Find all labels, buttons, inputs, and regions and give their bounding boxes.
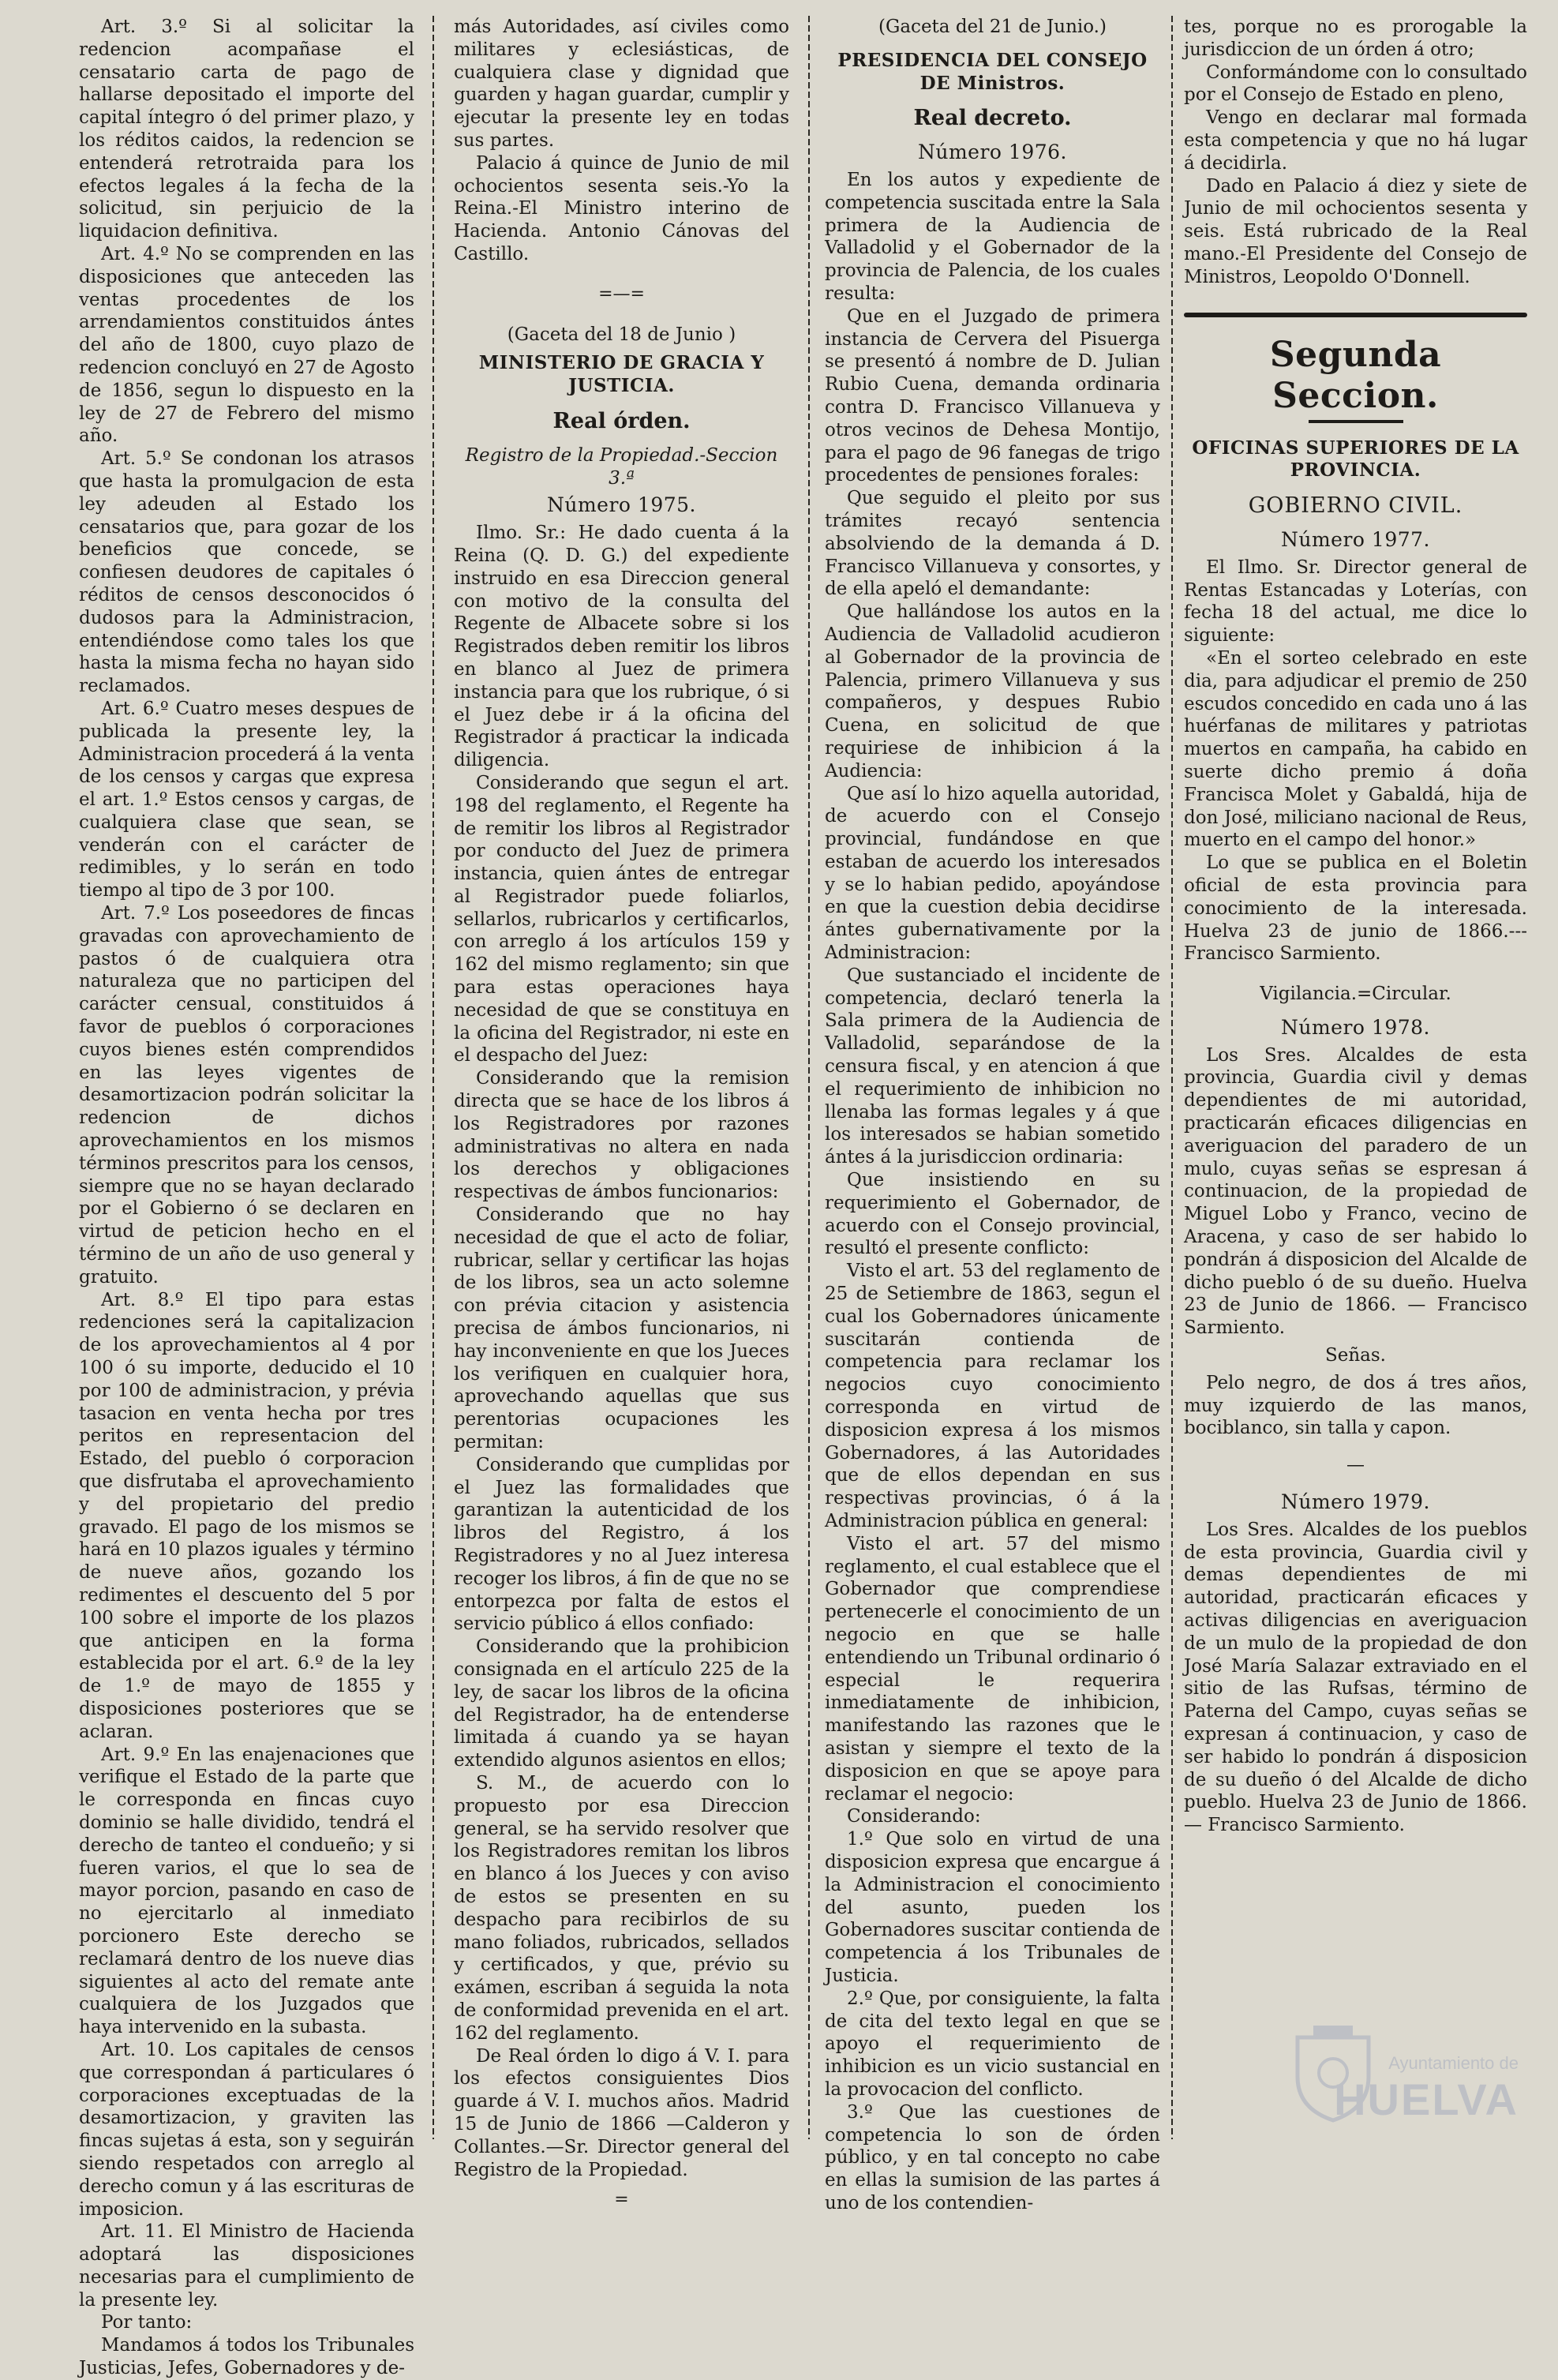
article-3: Art. 3.º Si al solicitar la redencion acompañase el censatario carta de pago de hallarse depositado el importe del capital íntegro ó del primer plazo, y los réditos caidos, la redencion se entenderá retrotraida para los efectos legales á la fecha de la solicitud, sin perjuicio de la liquidacion definitiva. xyxy=(79,17,414,242)
considerando-label: Considerando: xyxy=(847,1806,981,1827)
section-rule xyxy=(1184,313,1527,317)
watermark-line1: Ayuntamiento de xyxy=(1388,2053,1519,2073)
body-paragraph: De Real órden lo digo á V. I. para los efectos consiguientes Dios guarde á V. I. muchos años. Madrid 15 de Junio de 1866 —Calderon y Collantes.—Sr. Director general del Registro de la Propiedad. xyxy=(454,2045,789,2180)
document-number: Número 1975. xyxy=(547,493,696,517)
gaceta-date: (Gaceta del 18 de Junio ) xyxy=(507,324,736,345)
article-6: Art. 6.º Cuatro meses despues de publicada la presente ley, la Administracion procederá á la venta de los censos y cargas que expresa el art. 1.º Estos censos y cargas, de cualquiera clase que sean, se venderán con el carácter de redimibles, y lo serán en todo tiempo al tipo de 3 por 100. xyxy=(79,698,414,901)
column-4 xyxy=(1184,16,1527,2139)
article-7: Art. 7.º Los poseedores de fincas gravadas con aprovechamiento de pastos ó de cualquiera otra naturaleza que no participen del carácter censual, constituidos á favor de pueblos ó corporaciones cuyos bienes estén comprendidos en las leyes vigentes de desamortizacion podrán solicitar la redencion de dichos aprovechamientos en los mismos términos prescritos para los censos, siempre que no se hayan declarado por el Gobierno ó se declaren en virtud de peticion hecho en el término de un año de uso general y gratuito. xyxy=(79,903,414,1287)
body-paragraph: Considerando que la remision directa que se hace de los libros á los Registradores por razones administrativas no altera en nada los derechos y obligaciones respectivas de ámbos funcionarios: xyxy=(454,1068,789,1203)
body-paragraph: Considerando que cumplidas por el Juez las formalidades que garantizan la autenticidad de los libros del Registro, á los Registradores y no al Juez interesa recoger los libros, á fin de que no se entorpezca por falta de estos el servicio público á ellos confiado: xyxy=(454,1454,789,1635)
article-8: Art. 8.º El tipo para estas redenciones será la capitalizacion de los aprovechamientos al 4 por 100 ó su importe, deducido el 10 por 100 de administracion, y prévia tasacion en venta hecha por tres peritos en representacion del Estado, del pueblo ó corporacion que disfrutaba el aprovechamiento y del propietario del predio gravado. El pago de los mismos se hará en 10 plazos iguales y término de nueve años, gozando los redimentes el descuento del 5 por 100 sobre el importe de los plazos que anticipen en la forma establecida por el art. 6.º de la ley de 1.º de mayo de 1855 y disposiciones posteriores que se aclaran. xyxy=(79,1289,414,1742)
huelva-watermark xyxy=(1290,2022,1526,2132)
body-paragraph: Que en el Juzgado de primera instancia de Cervera del Pisuerga se presentó á nombre de D. Julian Rubio Cuena, demanda ordinaria contra D. Francisco Villanueva y otros vecinos de Dehesa Montijo, para el pago de 96 fanegas de trigo procedentes de pensiones forales: xyxy=(825,305,1160,486)
body-paragraph: Que hallándose los autos en la Audiencia de Valladolid acudieron al Gobernador de la provincia de Palencia, primero Villanueva y sus compañeros, y despues Rubio Cuena, en solicitud de que requiriese de inhibicion á la Audiencia: xyxy=(825,602,1160,781)
section-title: Segunda Seccion. xyxy=(1269,334,1442,416)
document-number: Número 1979. xyxy=(1281,1490,1430,1514)
article-11: Art. 11. El Ministro de Hacienda adoptará las disposiciones necesarias para el cumplimiento de la presente ley. xyxy=(79,2221,414,2311)
article-4: Art. 4.º No se comprenden en las disposiciones que anteceden las ventas procedentes de los arrendamientos constituidos ántes del año de 1800, cuyo plazo de redencion concluyó en 27 de Agosto de 1856, segun lo dispuesto en la ley de 27 de Febrero del mismo año. xyxy=(79,243,414,447)
body-paragraph: Considerando que no hay necesidad de que el acto de foliar, rubricar, sellar y certificar las hojas de los libros, sea un acto solemne con prévia citacion y asistencia precisa de ámbos funcionarios, ni hay inconveniente en que los Jueces los verifiquen en cualquier hora, aprovechando aquellas que sus perentorias ocupaciones les permitan: xyxy=(454,1205,789,1453)
body-paragraph: Que sustanciado el incidente de competencia, declaró tenerla la Sala primera de la Audiencia de Valladolid, separándose de la censura fiscal, y en atencion á que el requerimiento de inhibicion no llenaba las formas legales y á que los interesados se habian sometido ántes á la jurisdiccion ordinaria: xyxy=(825,965,1160,1168)
body-paragraph: Que seguido el pleito por sus trámites recayó sentencia absolviendo de la demanda á D. Francisco Villanueva y consortes, y de ella apeló el demandante: xyxy=(825,488,1160,600)
body-paragraph: Visto el art. 57 del mismo reglamento, el cual establece que el Gobernador que comprendiese pertenecerle el conocimiento de un negocio en que se halle entendiendo un Tribunal ordinario ó especial le requerira inmediatamente de inhibicion, manifestando las razones que le asistan y siempre el texto de la disposicion en que se apoye para reclamar el negocio: xyxy=(825,1533,1160,1805)
column-2 xyxy=(454,16,789,2210)
document-number: Número 1978. xyxy=(1281,1015,1430,1039)
body-paragraph: Visto el art. 53 del reglamento de 25 de Setiembre de 1863, segun el cual los Gobernadores únicamente suscitarán contienda de competencia para reclamar los negocios cuyo conocimiento corresponda en virtud de disposicion expresa á los mismos Gobernadores, á las Autoridades que de ellos dependan en sus respectivas provincias, ó á la Administracion pública en general: xyxy=(825,1261,1160,1531)
vigilancia-heading: Vigilancia.=Circular. xyxy=(1260,984,1451,1005)
decree-continuation: tes, porque no es prorogable la jurisdiccion de un órden á otro; xyxy=(1184,17,1527,60)
body-paragraph: En los autos y expediente de competencia suscitada entre la Sala primera de la Audiencia de Valladolid y el Gobernador de la provincia de Palencia, de los cuales resulta: xyxy=(825,169,1160,304)
mandamos-paragraph: Mandamos á todos los Tribunales Justicias, Jefes, Gobernadores y de- xyxy=(79,2335,414,2379)
body-paragraph: Los Sres. Alcaldes de los pueblos de esta provincia, Guardia civil y demas dependientes de mi autoridad, practicarán eficaces y activas diligencias en averiguacion de un mulo de la propiedad de don José María Salazar extraviado en el sitio de las Rufsas, término de Paterna del Campo, cuyas señas se expresan á continuacion, y caso de ser habido lo pondrán á disposicion de su dueño ó del Alcalde de dicho pueblo. Huelva 23 de Junio de 1866. — Francisco Sarmiento. xyxy=(1184,1519,1527,1836)
column-1 xyxy=(79,16,414,2379)
registry-section: Registro de la Propiedad.-Seccion 3.ª xyxy=(465,444,778,489)
body-paragraph: El Ilmo. Sr. Director general de Rentas Estancadas y Loterías, con fecha 18 del actual, me dice lo siguiente: xyxy=(1184,557,1527,647)
body-paragraph: Lo que se publica en el Boletin oficial de esta provincia para conocimiento de la interesada. Huelva 23 de junio de 1866.--- Francisco Sarmiento. xyxy=(1184,853,1527,965)
body-paragraph: 3.º Que las cuestiones de competencia lo son de órden público, y en tal concepto no cabe en ellas la sumision de las partes á uno de los contendien- xyxy=(825,2101,1160,2213)
por-tanto: Por tanto: xyxy=(101,2312,193,2333)
body-paragraph: Conformándome con lo consultado por el Consejo de Estado en pleno, xyxy=(1184,62,1527,106)
gaceta-date: (Gaceta del 21 de Junio.) xyxy=(878,17,1107,37)
body-paragraph: S. M., de acuerdo con lo propuesto por esa Direccion general, se ha servido resolver que los Registradores remitan los libros en blanco á los Jueces y con aviso de estos se presenten en su despacho para recibirlos de su mano foliados, rubricados, sellados y certificados, y que, prévio su exámen, escriban á seguida la nota de conformidad prevenida en el art. 162 del reglamento. xyxy=(454,1772,789,2044)
law-signature: Palacio á quince de Junio de mil ochocientos sesenta seis.-Yo la Reina.-El Ministro interino de Hacienda. Antonio Cánovas del Castillo. xyxy=(454,152,789,264)
body-paragraph: Que así lo hizo aquella autoridad, de acuerdo con el Consejo provincial, fundándose en que estaban de acuerdo los interesados y se lo habian pedido, apoyándose en que la cuestion debia decidirse ántes gubernativamente por la Administracion: xyxy=(825,783,1160,964)
body-paragraph: Que insistiendo en su requerimiento el Gobernador, de acuerdo con el Consejo provincial, resultó el presente conflicto: xyxy=(825,1170,1160,1259)
document-number: Número 1976. xyxy=(918,141,1067,164)
body-paragraph: Los Sres. Alcaldes de esta provincia, Guardia civil y demas dependientes de mi autoridad, practicarán eficaces diligencias en averiguacion del paradero de un mulo, cuyas señas se espresan á continuacion, de la propiedad de Miguel Lobo y Franco, vecino de Aracena, y caso de ser habido lo pondrán á disposicion del Alcalde de dicho pueblo ó de su dueño. Huelva 23 de Junio de 1866. — Francisco Sarmiento. xyxy=(1184,1044,1527,1339)
end-separator: = xyxy=(614,2190,629,2210)
body-paragraph: Vengo en declarar mal formada esta competencia y que no há lugar á decidirla. xyxy=(1184,107,1527,174)
body-paragraph: Considerando que segun el art. 198 del reglamento, el Regente ha de remitir los libros al Registrador por conducto del Juez de primera instancia, quien ántes de entregar al Registrador puede foliarlos, sellarlos, rubricarlos y certificarlos, con arreglo á los artículos 159 y 162 del mismo reglamento; sin que para estas operaciones haya necesidad de que se constituya en la oficina del Registrador, ni este en el despacho del Juez: xyxy=(454,772,789,1066)
senas-heading: Señas. xyxy=(1324,1345,1386,1366)
column-3 xyxy=(825,16,1160,2213)
decree-signature: Dado en Palacio á diez y siete de Junio de mil ochocientos sesenta y seis. Está rubricado de la Real mano.-El Presidente del Consejo de Ministros, Leopoldo O'Donnell. xyxy=(1184,175,1527,287)
column-rule xyxy=(433,16,434,2139)
body-paragraph: Considerando que la prohibicion consignada en el artículo 225 de la ley, de sacar los libros de la oficina del Registrador, ha de entenderse limitada á cuando ya se hayan extendido algunos asientos en ellos; xyxy=(454,1636,789,1771)
column-rule xyxy=(808,16,810,2139)
real-orden-heading: Real órden. xyxy=(552,408,691,433)
offices-heading: OFICINAS SUPERIORES DE LA PROVINCIA. xyxy=(1192,437,1519,482)
body-paragraph: «En el sorteo celebrado en este dia, para adjudicar el premio de 250 escudos concedido en cada uno á las huérfanas de militares y patriotas muertos en campaña, ha cabido en suerte dicho premio á doña Francisca Molet y Gabaldá, hija de don José, miliciano nacional de Reus, muerto en el campo del honor.» xyxy=(1184,647,1527,851)
document-number: Número 1977. xyxy=(1281,527,1430,551)
body-paragraph: 1.º Que solo en virtud de una disposicion expresa que encargue á la Administracion el conocimiento del asunto, pueden los Gobernadores suscitar contienda de competencia á los Tribunales de Justicia. xyxy=(825,1829,1160,1986)
law-closing-paragraph: más Autoridades, así civiles como militares y eclesiásticas, de cualquiera clase y dignidad que guarden y hagan guardar, cumplir y ejecutar la presente ley en todas sus partes. xyxy=(454,17,789,151)
body-paragraph: 2.º Que, por consiguiente, la falta de cita del texto legal en que se apoyo el requerimiento de inhibicion es un vicio sustancial en la provocacion del conflicto. xyxy=(825,1988,1160,2100)
short-separator: — xyxy=(1346,1455,1365,1476)
title-underline xyxy=(1309,420,1403,423)
column-rule xyxy=(1171,16,1173,2139)
presidency-heading: PRESIDENCIA DEL CONSEJO DE Ministros. xyxy=(837,49,1148,94)
watermark-line2: HUELVA xyxy=(1334,2075,1519,2124)
real-decreto-heading: Real decreto. xyxy=(913,106,1072,131)
section-separator: =—= xyxy=(598,283,645,304)
body-paragraph: Ilmo. Sr.: He dado cuenta á la Reina (Q. D. G.) del expediente instruido en esa Direccion general con motivo de la consulta del Regente de Albacete sobre si los Registrados deben remitir los libros en blanco al Juez de primera instancia para que los rubrique, ó si el Juez debe ir á la oficina del Registrador á practicar la indicada diligencia. xyxy=(454,523,789,771)
article-9: Art. 9.º En las enajenaciones que verifique el Estado de la parte que le corresponda en fincas cuyo dominio se halle dividido, tendrá el derecho de tanteo el condueño; y si fueren varios, el que lo sea de mayor porcion, pasando en caso de no ejercitarlo al inmediato porcionero Este derecho se reclamará dentro de los nueve dias siguientes al acto del remate ante cualquiera de los Juzgados que haya intervenido en la subasta. xyxy=(79,1744,414,2038)
gobierno-civil-heading: GOBIERNO CIVIL. xyxy=(1248,493,1463,519)
article-10: Art. 10. Los capitales de censos que correspondan á particulares ó corporaciones exceptuadas de la desamortizacion, y graviten las fincas sujetas á esta, son y seguirán siendo respetados con arreglo al derecho comun y á las escrituras de imposicion. xyxy=(79,2039,414,2220)
ministry-heading: MINISTERIO DE GRACIA Y JUSTICIA. xyxy=(478,352,765,397)
body-paragraph: Pelo negro, de dos á tres años, muy izquierdo de las manos, bociblanco, sin talla y capon. xyxy=(1184,1372,1527,1439)
article-5: Art. 5.º Se condonan los atrasos que hasta la promulgacion de esta ley adeuden al Estado los censatarios que, para gozar de los beneficios que concede, se confiesen deudores de capitales ó réditos de censos desconocidos ó dudosos para la Administracion, entendiéndose como tales los que hasta la misma fecha no hayan sido reclamados. xyxy=(79,448,414,697)
